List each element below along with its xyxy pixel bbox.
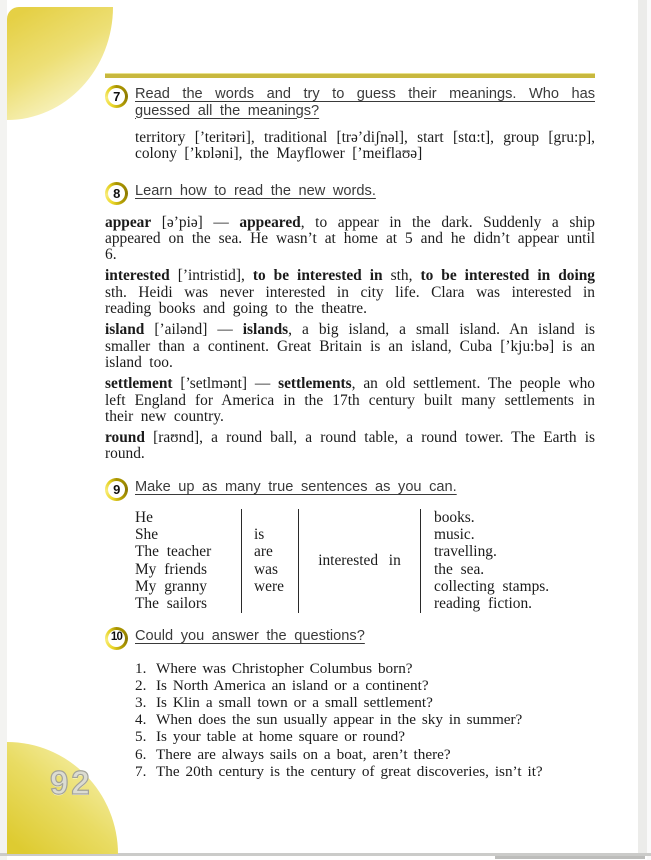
question-item bbox=[135, 677, 595, 694]
sentence-table bbox=[135, 509, 595, 613]
exercise-title: Learn how to read the new words. bbox=[135, 182, 376, 199]
table-col-subjects bbox=[135, 509, 241, 613]
vocabulary-list bbox=[105, 215, 595, 463]
exercise-number: 9 bbox=[108, 481, 125, 498]
vocab-entry: interested [’intristid], to be interested in sth, to be interested in doing sth. Heidi was never interested in city life. Clara was interested in reading books and going to the theatre. bbox=[105, 267, 595, 318]
exercise-number: 8 bbox=[108, 185, 125, 202]
table-cell: were bbox=[254, 577, 284, 595]
vocab-entry: round [raʊnd], a round ball, a round table, a round tower. The Earth is round. bbox=[105, 429, 595, 463]
table-cell bbox=[254, 595, 298, 612]
top-accent-rule bbox=[105, 73, 595, 78]
question-number: 2. bbox=[135, 676, 147, 694]
page-edge-right-outer bbox=[647, 0, 651, 860]
table-cell: The teacher bbox=[135, 543, 212, 561]
exercise-title: Read the words and try to guess their meanings. Who has guessed all the meanings? bbox=[135, 86, 595, 119]
question-number: 7. bbox=[135, 762, 147, 780]
exercise-title: Could you answer the questions? bbox=[135, 627, 365, 644]
exercise-number-badge bbox=[105, 478, 128, 501]
question-text: The 20th century is the century of great discoveries, isn’t it? bbox=[156, 762, 543, 780]
exercise-10-heading bbox=[105, 628, 595, 650]
question-text: There are always sails on a boat, aren’t there? bbox=[156, 745, 451, 763]
question-text: Is North America an island or a continent? bbox=[156, 676, 429, 694]
page-edge-left bbox=[0, 0, 7, 860]
table-col-verbs bbox=[241, 509, 298, 613]
vocab-entry: settlement [’setlmənt] — settlements, an old settlement. The people who left England for America in the 17th century built many settlements in their new country. bbox=[105, 375, 595, 425]
question-item bbox=[135, 694, 595, 711]
table-cell: books. bbox=[434, 508, 475, 526]
question-item bbox=[135, 711, 595, 728]
question-item bbox=[135, 660, 595, 677]
question-number: 4. bbox=[135, 711, 147, 729]
table-cell: was bbox=[254, 560, 278, 578]
question-item bbox=[135, 763, 595, 780]
question-item bbox=[135, 746, 595, 763]
exercise-number-badge bbox=[105, 85, 128, 108]
question-text: Where was Christopher Columbus born? bbox=[156, 659, 413, 677]
word-list: territory [’teritəri], traditional [trə’diʃnəl], start [stɑ:t], group [gru:p], colony [’kɒləni], the Mayflower [’meiflaʊə] bbox=[135, 129, 595, 163]
page-number: 92 bbox=[50, 764, 93, 801]
question-text: When does the sun usually appear in the sky in summer? bbox=[156, 711, 523, 729]
table-col-phrase bbox=[298, 509, 420, 613]
table-cell bbox=[254, 509, 298, 526]
question-list bbox=[105, 660, 595, 780]
exercise-number-badge bbox=[105, 182, 128, 205]
question-number: 6. bbox=[135, 745, 147, 763]
exercise-10 bbox=[105, 628, 595, 780]
exercise-number-badge bbox=[105, 627, 128, 650]
question-number: 1. bbox=[135, 659, 147, 677]
table-cell: He bbox=[135, 508, 153, 526]
table-cell: She bbox=[135, 526, 159, 544]
question-text: Is your table at home square or round? bbox=[156, 728, 405, 746]
table-cell: My friends bbox=[135, 560, 207, 578]
vocab-entry: island [’ailənd] — islands, a big island, a small island. An island is smaller than a continent. Great Britain is an island, Cuba [’kju:bə] is an island too. bbox=[105, 321, 595, 371]
table-cell: reading fiction. bbox=[434, 595, 533, 613]
exercise-8-heading bbox=[105, 183, 595, 205]
table-phrase: interested in bbox=[318, 551, 401, 569]
table-cell: My granny bbox=[135, 577, 207, 595]
table-cell: the sea. bbox=[434, 560, 485, 578]
page-edge-bottom-shadow bbox=[495, 856, 645, 859]
table-cell: The sailors bbox=[135, 595, 207, 613]
question-number: 5. bbox=[135, 728, 147, 746]
table-col-objects bbox=[420, 509, 595, 613]
exercise-9-heading bbox=[105, 479, 595, 501]
vocab-entry: appear [ə’piə] — appeared, to appear in the dark. Suddenly a ship appeared on the sea. He wasn’t at home at 5 and he didn’t appear until 6. bbox=[105, 213, 596, 264]
table-cell: music. bbox=[434, 526, 475, 544]
corner-decoration-top bbox=[7, 7, 113, 120]
table-cell: is bbox=[254, 526, 265, 544]
page-edge-right bbox=[638, 0, 647, 856]
question-item bbox=[135, 728, 595, 745]
exercise-number: 7 bbox=[108, 88, 125, 105]
exercise-title: Make up as many true sentences as you can. bbox=[135, 478, 457, 495]
exercise-8 bbox=[105, 183, 595, 463]
exercise-7 bbox=[105, 86, 595, 163]
question-text: Is Klin a small town or a small settlement? bbox=[156, 693, 433, 711]
table-cell: collecting stamps. bbox=[434, 577, 550, 595]
table-cell: are bbox=[254, 543, 273, 561]
question-number: 3. bbox=[135, 693, 147, 711]
exercise-7-heading bbox=[105, 86, 595, 119]
page-content bbox=[105, 86, 595, 780]
exercise-number: 10 bbox=[108, 630, 125, 647]
table-cell: travelling. bbox=[434, 543, 497, 561]
exercise-9 bbox=[105, 479, 595, 613]
